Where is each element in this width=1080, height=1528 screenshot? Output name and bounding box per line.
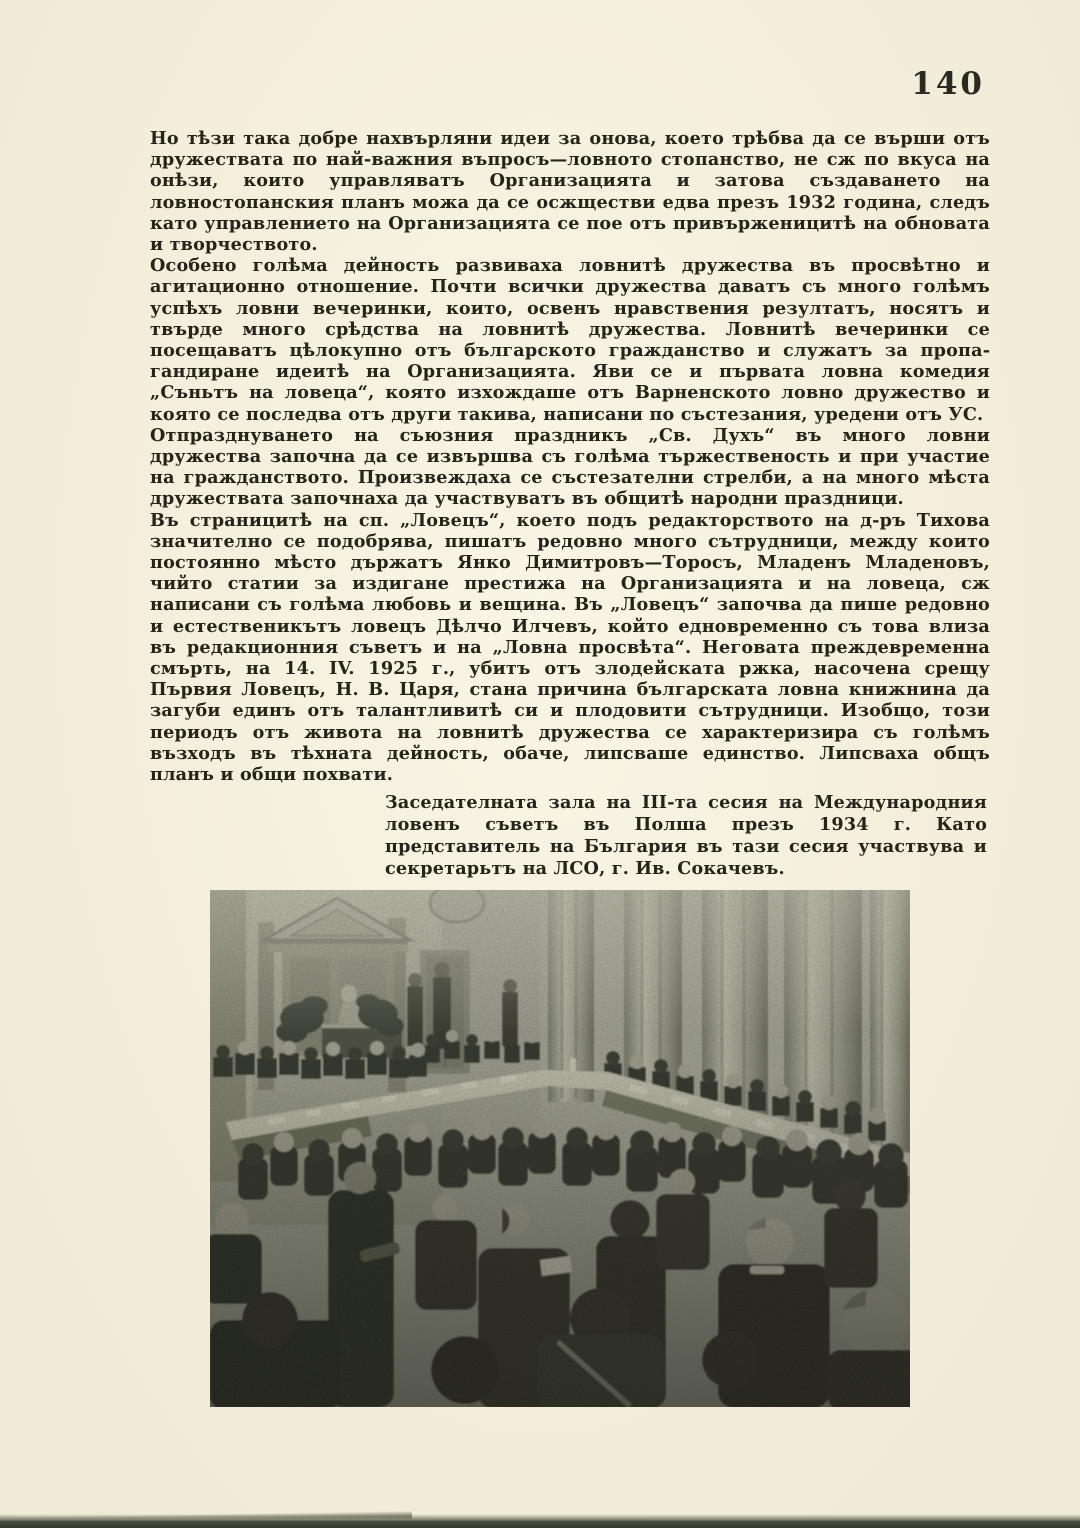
- paragraph-4: Въ страницитѣ на сп. „Ловецъ“, което подъ редакторството на д-ръ Тихова значително се подобрява, пишатъ редовно много сътрудници, между които постоянно мѣсто държатъ Янко Димитровъ—Торосъ, Младенъ Младеновъ, чийто статии за издигане престижа на Организацията и на ловеца, сж написани съ голѣма любовь и вещина. Въ „Ловецъ“ започва да пише редовно и естественикътъ ловецъ Дѣлчо Илчевъ, който едновременно съ това влиза въ редакционния съветъ и на „Ловна просвѣта“. Неговата преждевременна смърть, на 14. IV. 1925 г., убитъ отъ злодейската ржка, насочена срещу Първия Ловецъ, Н. В. Царя, стана причина българската ловна книжнина да загуби единъ отъ талантливитѣ си и плодовити сътрудници. Изобщо, този периодъ отъ живота на ловнитѣ дружества се характеризира съ голѣмъ възходъ въ тѣхната дейность, обаче, липсваше единство. Липсваха общъ планъ и общи похвати.: [150, 509, 990, 786]
- photo-caption: Заседателната зала на III-та сесия на Международния ловенъ съветъ въ Полша презъ 1934 г. Като представитель на България въ тази сесия участвува и секретарьтъ на ЛСО, г. Ив. Сокачевъ.: [385, 792, 987, 879]
- article-text: [150, 128, 990, 785]
- page-number: 140: [911, 66, 985, 102]
- meeting-photograph-art: [210, 890, 910, 1407]
- paragraph-2: Особено голѣма дейность развиваха ловнитѣ дружества въ просвѣтно и агитационно отношение. Почти всички дружества даватъ съ много голѣмъ успѣхъ ловни вечеринки, които, освенъ нравствения резултатъ, носятъ и твърде много срѣдства на ловнитѣ дружества. Ловнитѣ вечеринки се посещаватъ цѣлокупно отъ българското гражданство и служатъ за пропагандиране идеитѣ на Организацията. Яви се и първата ловна комедия „Съньтъ на ловеца“, която изхождаше отъ Варненското ловно дружество и която се последва отъ други такива, написани по състезания, уредени отъ УС.: [150, 255, 990, 425]
- paragraph-3: Отпразднуването на съюзния праздникъ „Св. Духъ“ въ много ловни дружества започна да се извършва съ голѣма тържественость и при участие на гражданството. Произвеждаха се състезателни стрелби, а на много мѣста дружествата започнаха да участвуватъ въ общитѣ народни праздници.: [150, 424, 990, 510]
- scan-edge: [0, 1514, 1080, 1528]
- photo-grain: [210, 890, 910, 1407]
- paragraph-1: Но тѣзи така добре нахвърляни идеи за онова, което трѣбва да се върши отъ дружествата по най-важния въпросъ—ловното стопанство, не сж по вкуса на онѣзи, които управляватъ Организацията и затова създаването на ловностопанския планъ можа да се осжществи едва презъ 1932 година, следъ като управлението на Организацията се пое отъ привърженицитѣ на обновата и творчеството.: [150, 128, 990, 256]
- meeting-photograph: [210, 890, 910, 1407]
